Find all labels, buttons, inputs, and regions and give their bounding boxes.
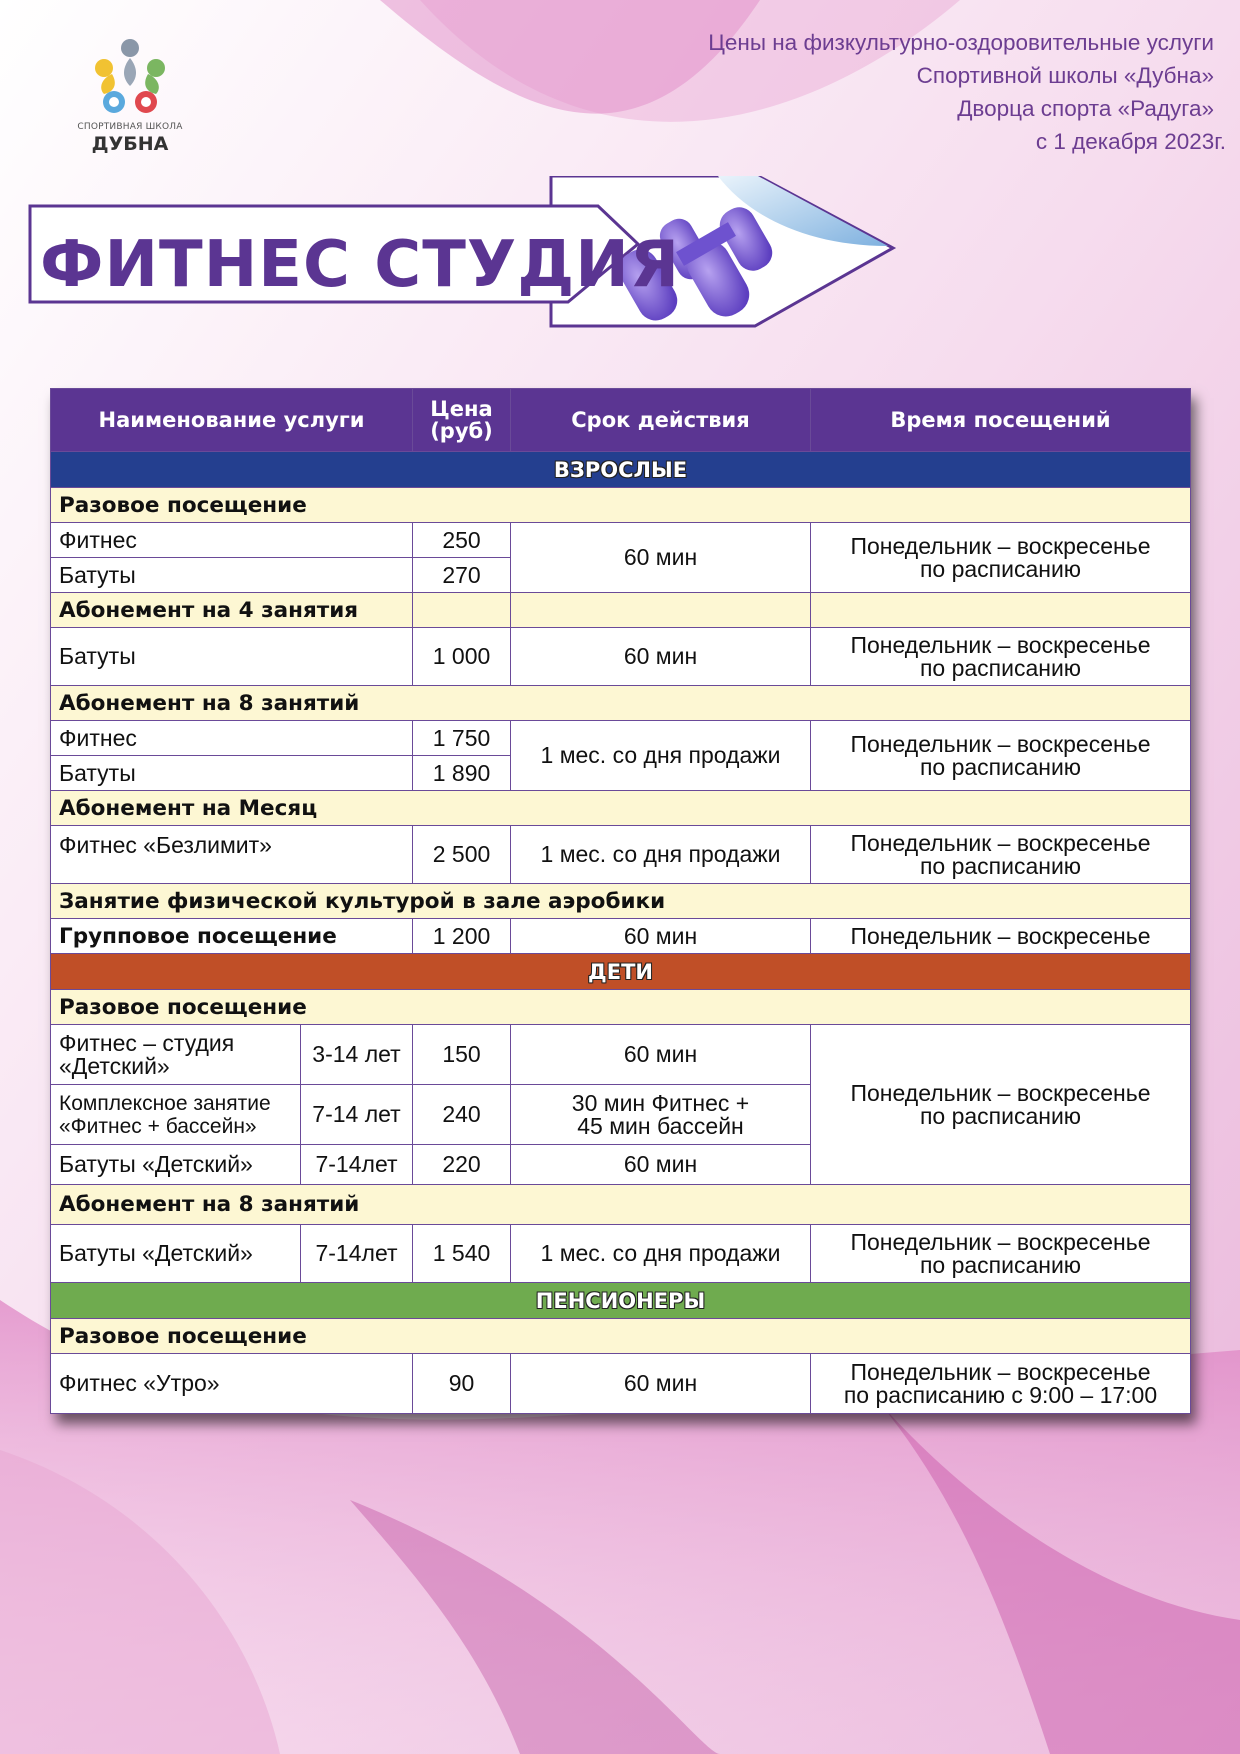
- price-list-header: [708, 26, 1226, 158]
- service-price: 1 540: [413, 1225, 511, 1283]
- group-row: [51, 1185, 1191, 1225]
- table-header-row: [51, 389, 1191, 452]
- col-header-name: Наименование услуги: [51, 389, 413, 452]
- time-line-2: по расписанию с 9:00 – 17:00: [843, 1381, 1158, 1408]
- service-price: 1 750: [413, 721, 511, 756]
- group-title: Абонемент на 4 занятия: [51, 593, 413, 628]
- service-name: Батуты: [51, 628, 413, 686]
- price-table-container: [50, 388, 1190, 1414]
- service-duration: 1 мес. со дня продажи: [511, 721, 811, 791]
- group-row: [51, 990, 1191, 1025]
- service-duration: [511, 1085, 811, 1145]
- service-duration: 1 мес. со дня продажи: [511, 1225, 811, 1283]
- col-header-price: [413, 389, 511, 452]
- time-line-1: Понедельник – воскресенье: [850, 1358, 1151, 1385]
- group-row: [51, 686, 1191, 721]
- title-banner: [28, 176, 928, 376]
- time-line-1: Понедельник – воскресенье: [850, 631, 1151, 658]
- service-duration: 1 мес. со дня продажи: [511, 826, 811, 884]
- service-name-line-2: «Фитнес + бассейн»: [59, 1114, 257, 1138]
- service-time: [811, 721, 1191, 791]
- service-name: Батуты: [51, 756, 413, 791]
- header-line-4: с 1 декабря 2023г.: [1035, 129, 1226, 154]
- service-price: 270: [413, 558, 511, 593]
- service-price: 250: [413, 523, 511, 558]
- section-title: ВЗРОСЛЫЕ: [51, 452, 1191, 488]
- service-name: Фитнес «Безлимит»: [51, 826, 413, 884]
- header-line-2: Спортивной школы «Дубна»: [916, 63, 1214, 88]
- service-time: [811, 1025, 1191, 1185]
- service-name: [51, 1085, 301, 1145]
- service-price: 240: [413, 1085, 511, 1145]
- group-title: Занятие физической культурой в зале аэробики: [51, 884, 1191, 919]
- service-age: 3-14 лет: [301, 1025, 413, 1085]
- logo-flower-icon: [82, 34, 178, 120]
- service-time: [811, 1225, 1191, 1283]
- col-header-price-line1: Цена: [430, 397, 493, 421]
- service-name-line-1: Фитнес – студия: [59, 1029, 235, 1056]
- time-line-1: Понедельник – воскресенье: [850, 532, 1151, 559]
- section-row-adults: [51, 452, 1191, 488]
- service-time: [811, 1354, 1191, 1414]
- time-line-2: по расписанию: [919, 753, 1082, 780]
- time-line-1: Понедельник – воскресенье: [850, 829, 1151, 856]
- col-header-price-line2: (руб): [430, 419, 493, 443]
- table-row: [51, 523, 1191, 558]
- service-price: 2 500: [413, 826, 511, 884]
- logo-name: ДУБНА: [91, 133, 169, 155]
- time-line-2: по расписанию: [919, 852, 1082, 879]
- table-row: [51, 721, 1191, 756]
- time-line-2: по расписанию: [919, 654, 1082, 681]
- time-line-1: Понедельник – воскресенье: [850, 1228, 1151, 1255]
- service-name: Батуты «Детский»: [51, 1145, 301, 1185]
- group-row: [51, 593, 1191, 628]
- section-row-seniors: [51, 1283, 1191, 1319]
- group-row: [51, 884, 1191, 919]
- service-price: 90: [413, 1354, 511, 1414]
- time-line-2: по расписанию: [919, 1251, 1082, 1278]
- service-price: 1 200: [413, 919, 511, 954]
- section-title: ПЕНСИОНЕРЫ: [51, 1283, 1191, 1319]
- service-name-line-1: Комплексное занятие: [59, 1091, 271, 1115]
- service-name-line-2: «Детский»: [59, 1052, 170, 1079]
- service-age: 7-14лет: [301, 1225, 413, 1283]
- service-price: 220: [413, 1145, 511, 1185]
- service-duration: 60 мин: [511, 523, 811, 593]
- service-time: [811, 826, 1191, 884]
- service-time: [811, 523, 1191, 593]
- service-name: Фитнес: [51, 523, 413, 558]
- group-title: Абонемент на 8 занятий: [51, 686, 1191, 721]
- service-age: 7-14лет: [301, 1145, 413, 1185]
- service-name: Батуты: [51, 558, 413, 593]
- service-duration: 60 мин: [511, 919, 811, 954]
- service-name: Батуты «Детский»: [51, 1225, 301, 1283]
- logo-subtitle: СПОРТИВНАЯ ШКОЛА: [77, 122, 183, 132]
- service-duration: 60 мин: [511, 1025, 811, 1085]
- service-duration: 60 мин: [511, 628, 811, 686]
- time-line-2: по расписанию: [919, 555, 1082, 582]
- price-table: [50, 388, 1191, 1414]
- group-row: [51, 1319, 1191, 1354]
- service-price: 1 000: [413, 628, 511, 686]
- group-title: Разовое посещение: [51, 1319, 1191, 1354]
- time-line-1: Понедельник – воскресенье: [850, 1079, 1151, 1106]
- logo: [70, 34, 190, 155]
- service-duration: 60 мин: [511, 1354, 811, 1414]
- header-line-3: Дворца спорта «Радуга»: [957, 96, 1214, 121]
- group-row: [51, 791, 1191, 826]
- service-age: 7-14 лет: [301, 1085, 413, 1145]
- col-header-time: Время посещений: [811, 389, 1191, 452]
- time-line-1: Понедельник – воскресенье: [850, 730, 1151, 757]
- service-name: Фитнес: [51, 721, 413, 756]
- service-price: 1 890: [413, 756, 511, 791]
- section-row-kids: [51, 954, 1191, 990]
- group-title: Абонемент на 8 занятий: [51, 1185, 1191, 1225]
- table-row: [51, 1025, 1191, 1085]
- group-title: Разовое посещение: [51, 990, 1191, 1025]
- duration-line-2: 45 мин бассейн: [577, 1112, 744, 1139]
- section-title: ДЕТИ: [51, 954, 1191, 990]
- header-line-1: Цены на физкультурно-оздоровительные услуги: [708, 30, 1214, 55]
- group-title: Разовое посещение: [51, 488, 1191, 523]
- group-title: Абонемент на Месяц: [51, 791, 1191, 826]
- service-name: Фитнес «Утро»: [51, 1354, 413, 1414]
- table-row: [51, 826, 1191, 884]
- group-row: [51, 488, 1191, 523]
- table-row: [51, 1354, 1191, 1414]
- table-row: [51, 628, 1191, 686]
- service-duration: 60 мин: [511, 1145, 811, 1185]
- service-name: [51, 1025, 301, 1085]
- col-header-duration: Срок действия: [511, 389, 811, 452]
- service-time: [811, 628, 1191, 686]
- page-title: ФИТНЕС СТУДИЯ: [40, 228, 681, 302]
- duration-line-1: 30 мин Фитнес +: [571, 1089, 750, 1116]
- service-time: Понедельник – воскресенье: [811, 919, 1191, 954]
- time-line-2: по расписанию: [919, 1102, 1082, 1129]
- service-price: 150: [413, 1025, 511, 1085]
- table-row: [51, 919, 1191, 954]
- table-row: [51, 1225, 1191, 1283]
- service-name: Групповое посещение: [51, 919, 413, 954]
